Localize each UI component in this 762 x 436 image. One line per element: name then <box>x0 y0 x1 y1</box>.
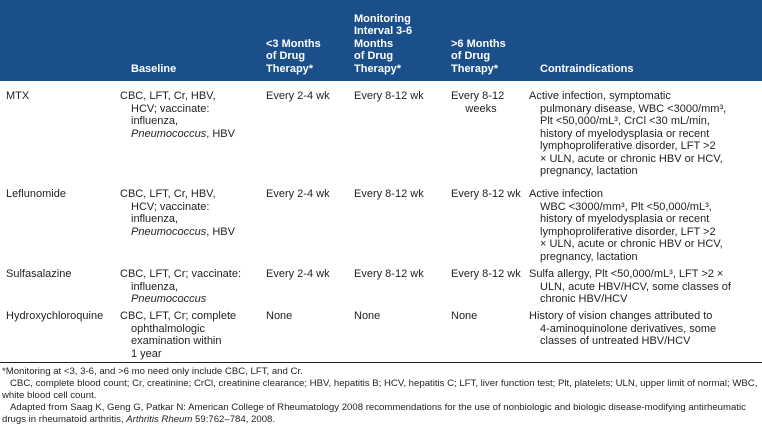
interval-lt3: Every 2-4 wk <box>266 188 330 200</box>
interval-gt6: Every 8-12 wk <box>451 188 521 200</box>
header-baseline: Baseline <box>131 0 266 81</box>
interval-lt3: Every 2-4 wk <box>266 268 330 280</box>
header-gt6-months: >6 Months of Drug Therapy* <box>451 0 540 81</box>
interval-3to6: Every 8-12 wk <box>354 90 424 102</box>
table-row <box>0 268 762 310</box>
header-3to6-months: Monitoring Interval 3-6 Months of Drug Therapy* <box>354 0 451 81</box>
drug-name: Hydroxychloroquine <box>6 310 104 322</box>
interval-gt6: Every 8-12 wk <box>451 268 521 280</box>
contraindications-cell: History of vision changes attributed to 4-aminoquinolone derivatives, some classes of untreated HBV/HCV <box>529 310 717 347</box>
contraindications-cell: Active infection, symptomatic pulmonary disease, WBC <3000/mm³, Plt <50,000/mL³, CrCl <30 mL/min, history of myelodysplasia or recent lymphoproliferative disorder, LFT >2 × ULN, acute or chronic HBV or HCV, pregnancy, lactation <box>529 90 727 177</box>
baseline-cell: CBC, LFT, Cr; complete ophthalmologic examination within 1 year <box>120 310 237 360</box>
header-row <box>0 0 762 81</box>
interval-3to6: Every 8-12 wk <box>354 268 424 280</box>
drug-name: Sulfasalazine <box>6 268 72 280</box>
interval-gt6: None <box>451 310 478 322</box>
interval-gt6: Every 8-12 weeks <box>451 90 505 115</box>
interval-lt3: Every 2-4 wk <box>266 90 330 102</box>
table-bottom-rule <box>0 362 762 363</box>
interval-lt3: None <box>266 310 293 322</box>
interval-3to6: None <box>354 310 381 322</box>
footnote-asterisk: *Monitoring at <3, 3-6, and >6 mo need only include CBC, LFT, and Cr. <box>2 366 303 377</box>
contraindications-cell: Sulfa allergy, Plt <50,000/mL³, LFT >2 × ULN, acute HBV/HCV, some classes of chronic HBV/HCV <box>529 268 731 305</box>
drug-name: Leflunomide <box>6 188 66 200</box>
drug-name: MTX <box>6 90 30 102</box>
table-footnotes <box>2 366 758 426</box>
header-contraindications: Contraindications <box>540 0 762 81</box>
footnote-source: Adapted from Saag K, Geng G, Patkar N: American College of Rheumatology 2008 recommendations for the use of nonbiologic and biologic disease-modifying antirheumatic drugs in rheumatoid arthritis, Arthritis Rheum 59:762–784, 2008. <box>2 402 746 425</box>
footnote-abbreviations: CBC, complete blood count; Cr, creatinine; CrCl, creatinine clearance; HBV, hepatitis B; HCV, hepatitis C; LFT, liver function test; Plt, platelets; ULN, upper limit of normal; WBC, white blood cell count. <box>2 378 758 401</box>
interval-3to6: Every 8-12 wk <box>354 188 424 200</box>
baseline-cell: CBC, LFT, Cr; vaccinate: influenza, Pneumococcus <box>120 268 242 305</box>
table-row <box>0 310 762 366</box>
header-drug <box>0 0 131 81</box>
table-row <box>0 81 762 188</box>
header-lt3-months: <3 Months of Drug Therapy* <box>266 0 354 81</box>
baseline-cell: CBC, LFT, Cr, HBV, HCV; vaccinate: influenza, Pneumococcus, HBV <box>120 90 235 140</box>
contraindications-cell: Active infection WBC <3000/mm³, Plt <50,000/mL³, history of myelodysplasia or recent lymphoproliferative disorder, LFT >2 × ULN, acute or chronic HBV or HCV, pregnancy, lactation <box>529 188 723 263</box>
table-row <box>0 188 762 268</box>
baseline-cell: CBC, LFT, Cr, HBV, HCV; vaccinate: influenza, Pneumococcus, HBV <box>120 188 235 238</box>
